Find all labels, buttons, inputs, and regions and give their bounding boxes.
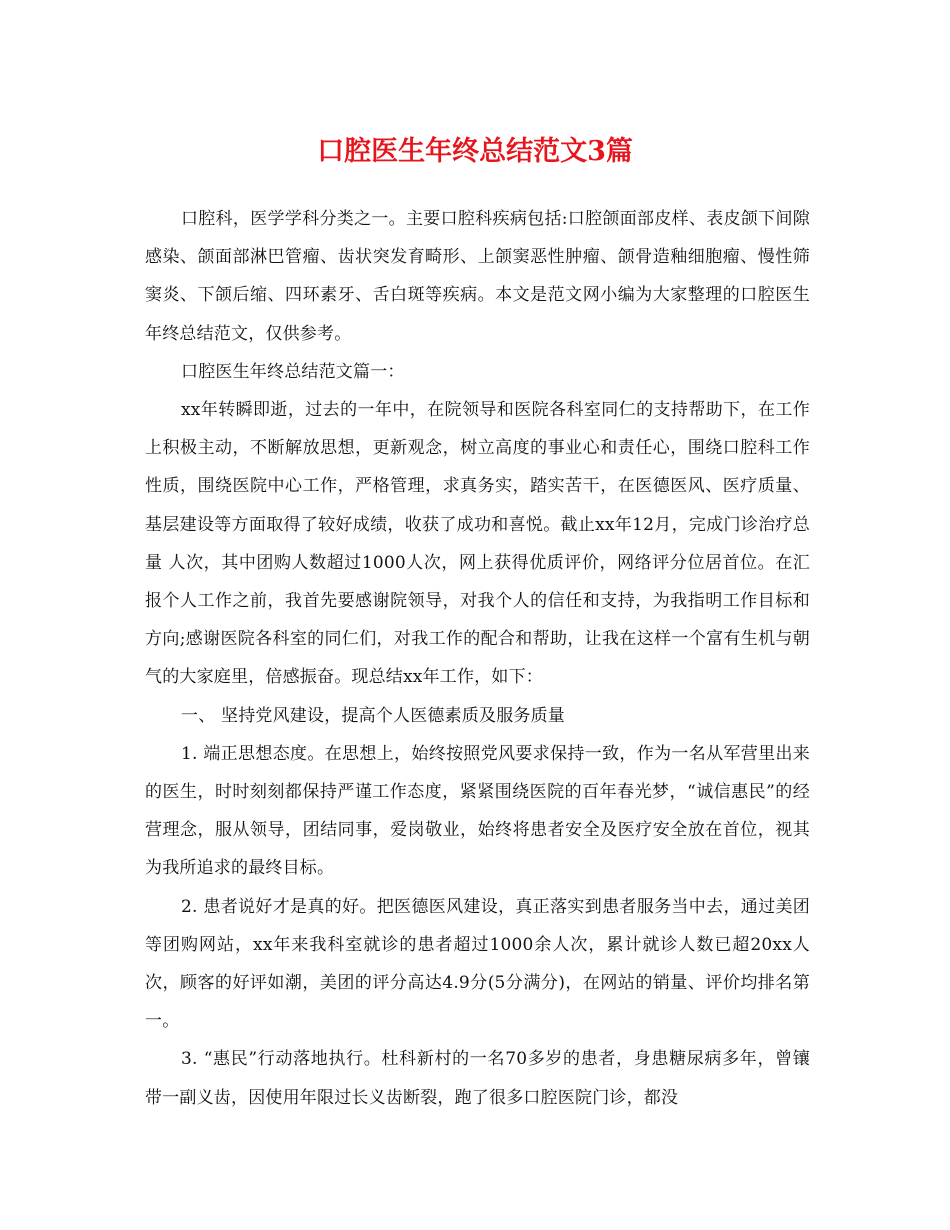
- document-title: 口腔医生年终总结范文3篇: [317, 136, 633, 167]
- document-body: [145, 200, 810, 1117]
- paragraph-intro: 口腔科，医学学科分类之一。主要口腔科疾病包括:口腔颌面部皮样、表皮颌下间隙感染、颌面部淋巴管瘤、齿状突发育畸形、上颌窦恶性肿瘤、颌骨造釉细胞瘤、慢性筛窦炎、下颌后缩、四环素牙、舌白斑等疾病。本文是范文网小编为大家整理的口腔医生年终总结范文，仅供参考。: [145, 209, 810, 344]
- paragraph-summary: xx年转瞬即逝，过去的一年中，在院领导和医院各科室同仁的支持帮助下，在工作上积极主动，不断解放思想，更新观念，树立高度的事业心和责任心，围绕口腔科工作性质，围绕医院中心工作，严格管理，求真务实，踏实苦干，在医德医风、医疗质量、基层建设等方面取得了较好成绩，收获了成功和喜悦。截止xx年12月，完成门诊治疗总量 人次，其中团购人数超过1000人次，网上获得优质评价，网络评分位居首位。在汇报个人工作之前，我首先要感谢院领导，对我个人的信任和支持，为我指明工作目标和方向;感谢医院各科室的同仁们，对我工作的配合和帮助，让我在这样一个富有生机与朝气的大家庭里，倍感振奋。现总结xx年工作，如下：: [145, 400, 810, 688]
- paragraph-item-3: 3. “惠民”行动落地执行。杜科新村的一名70多岁的患者，身患糖尿病多年，曾镶带一副义齿，因使用年限过长义齿断裂，跑了很多口腔医院门诊，都没: [145, 1049, 810, 1108]
- paragraph-item-1: 1. 端正思想态度。在思想上，始终按照党风要求保持一致，作为一名从军营里出来的医生，时时刻刻都保持严谨工作态度，紧紧围绕医院的百年春光梦，“诚信惠民”的经营理念，服从领导，团结同事，爱岗敬业，始终将患者安全及医疗安全放在首位，视其为我所追求的最终目标。: [145, 743, 810, 879]
- paragraph-section-heading: 口腔医生年终总结范文篇一：: [181, 361, 405, 382]
- paragraph-item-2: 2. 患者说好才是真的好。把医德医风建设，真正落实到患者服务当中去，通过美团等团购网站，xx年来我科室就诊的患者超过1000余人次，累计就诊人数已超20xx人次，顾客的好评如潮，美团的评分高达4.9分(5分满分)，在网站的销量、评价均排名第一。: [145, 896, 810, 1032]
- paragraph-point-heading: 一、 坚持党风建设，提高个人医德素质及服务质量: [181, 705, 566, 726]
